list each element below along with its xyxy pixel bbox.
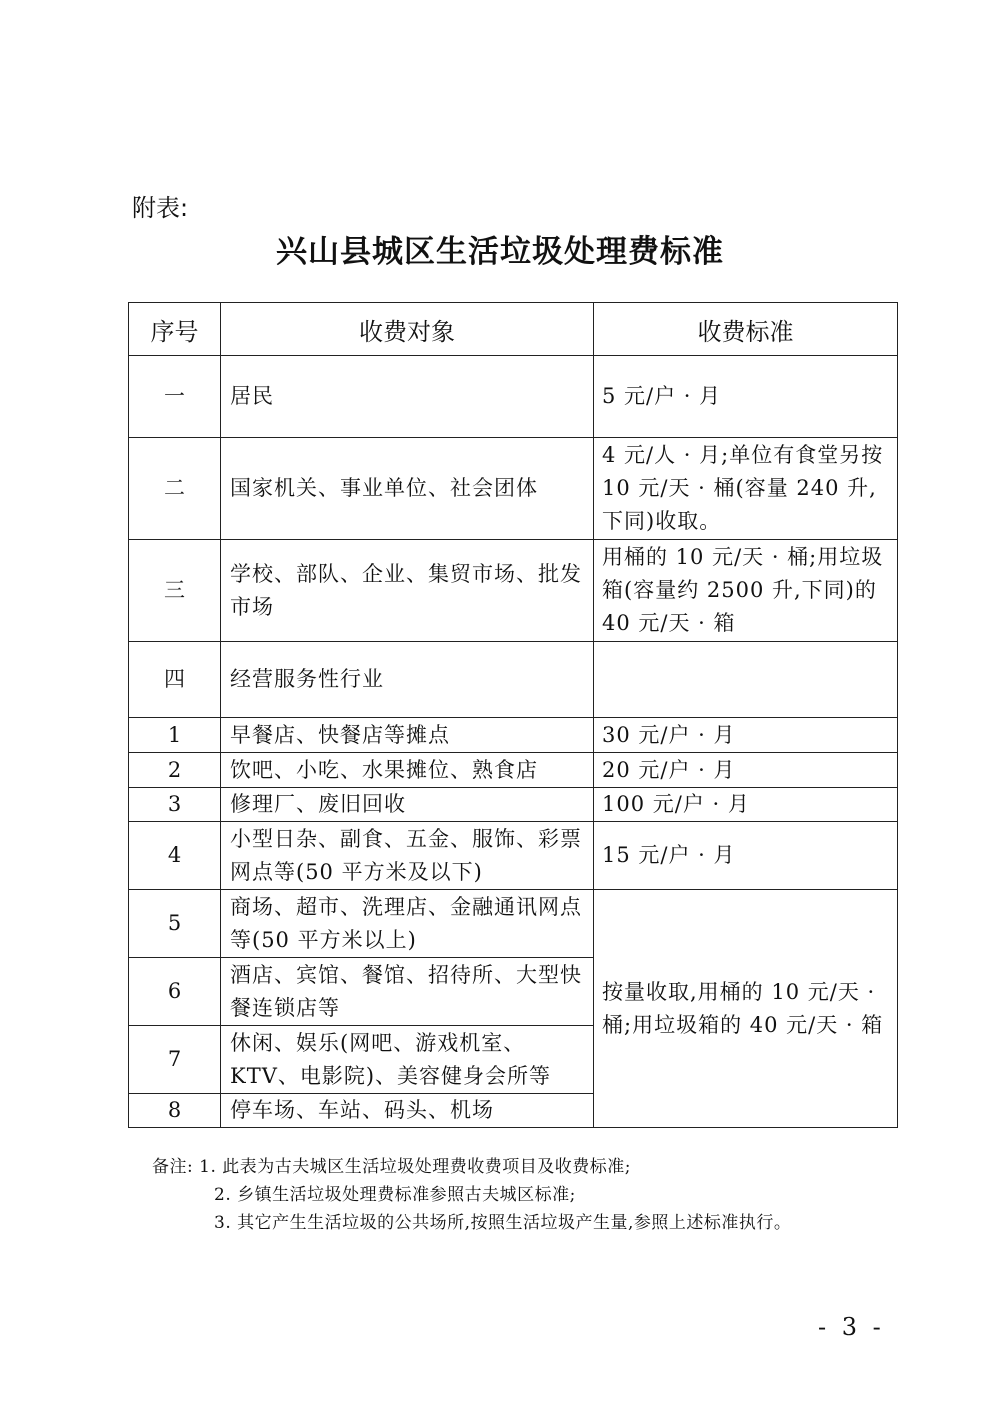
row-object: 修理厂、废旧回收: [221, 788, 594, 822]
row-serial: 7: [129, 1026, 221, 1094]
note-text: 2. 乡镇生活垃圾处理费标准参照古夫城区标准;: [214, 1185, 576, 1205]
fee-standard-table: [128, 302, 898, 1128]
row-object: 停车场、车站、码头、机场: [221, 1094, 594, 1128]
row-standard: 100 元/户 · 月: [594, 788, 898, 822]
document-title: 兴山县城区生活垃圾处理费标准: [276, 234, 724, 270]
notes-block: [152, 1153, 791, 1237]
row-serial: 5: [129, 890, 221, 958]
row-standard: 5 元/户 · 月: [594, 356, 898, 438]
table-row: [129, 642, 898, 718]
row-serial: 4: [129, 822, 221, 890]
note-item: [152, 1153, 791, 1181]
row-serial: 6: [129, 958, 221, 1026]
row-object: 商场、超市、洗理店、金融通讯网点等(50 平方米以上): [221, 890, 594, 958]
row-object: 国家机关、事业单位、社会团体: [221, 438, 594, 540]
notes-label: 备注:: [152, 1157, 194, 1177]
table-row: [129, 540, 898, 642]
row-standard: 30 元/户 · 月: [594, 718, 898, 753]
row-object: 饮吧、小吃、水果摊位、熟食店: [221, 753, 594, 788]
row-object: 经营服务性行业: [221, 642, 594, 718]
table-row: [129, 438, 898, 540]
row-standard: 4 元/人 · 月;单位有食堂另按 10 元/天 · 桶(容量 240 升,下同)收取。: [594, 438, 898, 540]
table-row: [129, 753, 898, 788]
row-serial: 1: [129, 718, 221, 753]
row-standard: [594, 642, 898, 718]
row-object: 休闲、娱乐(网吧、游戏机室、KTV、电影院)、美容健身会所等: [221, 1026, 594, 1094]
row-object: 早餐店、快餐店等摊点: [221, 718, 594, 753]
table-row: [129, 356, 898, 438]
row-standard: 用桶的 10 元/天 · 桶;用垃圾箱(容量约 2500 升,下同)的 40 元/天 · 箱: [594, 540, 898, 642]
header-standard: 收费标准: [594, 303, 898, 356]
row-serial: 三: [129, 540, 221, 642]
row-object: 学校、部队、企业、集贸市场、批发市场: [221, 540, 594, 642]
table-header-row: [129, 303, 898, 356]
merged-standard-cell: 按量收取,用桶的 10 元/天 · 桶;用垃圾箱的 40 元/天 · 箱: [594, 890, 898, 1128]
table-row: [129, 890, 898, 958]
appendix-label: 附表:: [132, 194, 189, 222]
row-object: 居民: [221, 356, 594, 438]
header-serial: 序号: [129, 303, 221, 356]
note-item: [152, 1181, 791, 1209]
row-serial: 四: [129, 642, 221, 718]
note-text: 3. 其它产生生活垃圾的公共场所,按照生活垃圾产生量,参照上述标准执行。: [214, 1213, 792, 1233]
row-serial: 8: [129, 1094, 221, 1128]
row-standard: 15 元/户 · 月: [594, 822, 898, 890]
note-item: [152, 1209, 791, 1237]
row-object: 小型日杂、副食、五金、服饰、彩票网点等(50 平方米及以下): [221, 822, 594, 890]
row-serial: 3: [129, 788, 221, 822]
table-row: [129, 718, 898, 753]
row-object: 酒店、宾馆、餐馆、招待所、大型快餐连锁店等: [221, 958, 594, 1026]
row-standard: 20 元/户 · 月: [594, 753, 898, 788]
table-row: [129, 788, 898, 822]
row-serial: 二: [129, 438, 221, 540]
row-serial: 2: [129, 753, 221, 788]
header-object: 收费对象: [221, 303, 594, 356]
page-number: - 3 -: [818, 1313, 885, 1341]
note-text: 1. 此表为古夫城区生活垃圾处理费收费项目及收费标准;: [199, 1157, 631, 1177]
row-serial: 一: [129, 356, 221, 438]
table-row: [129, 822, 898, 890]
